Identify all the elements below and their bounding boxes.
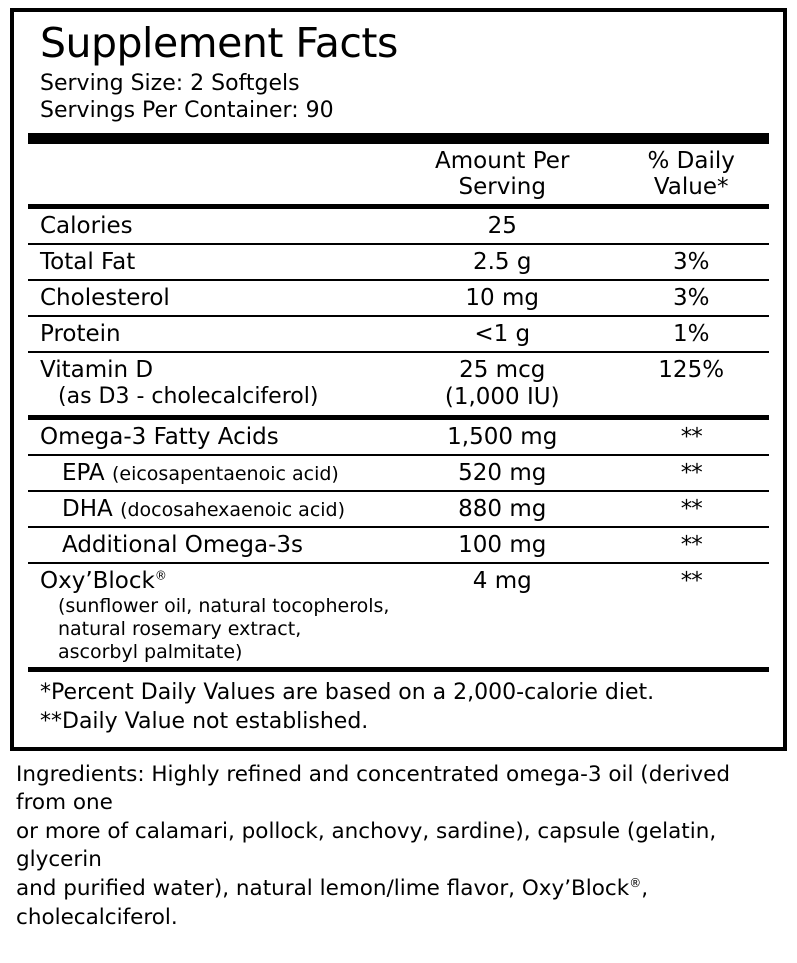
row-name-oxyblock-sub2: ascorbyl palmitate) [58, 640, 243, 663]
table-row [28, 280, 769, 316]
row-amount-vitamin-d [391, 352, 613, 418]
row-name-epa [28, 455, 391, 491]
ingredients-line-2: or more of calamari, pollock, anchovy, sardine), capsule (gelatin, glycerin [16, 818, 717, 873]
row-name-dha-note: (docosahexaenoic acid) [120, 498, 346, 521]
table-row [28, 527, 769, 563]
registered-trademark-icon: ® [154, 568, 167, 583]
ingredients-line-1: Ingredients: Highly refined and concentrated omega-3 oil (derived from one [16, 761, 730, 816]
row-amount-epa: 520 mg [391, 455, 613, 491]
row-name-dha [28, 491, 391, 527]
row-amount-oxyblock: 4 mg [391, 563, 613, 668]
row-amount-protein: <1 g [391, 316, 613, 352]
footnote-daily-values: *Percent Daily Values are based on a 2,000-calorie diet. [40, 680, 655, 706]
row-name-vitamin-d-sub: (as D3 - cholecalciferol) [58, 383, 319, 409]
ingredients-block [16, 761, 783, 933]
row-dv-protein: 1% [613, 316, 769, 352]
row-dv-epa: ** [613, 455, 769, 491]
row-dv-additional-omega3s: ** [613, 527, 769, 563]
table-row [28, 417, 769, 455]
divider-above-footnotes [28, 667, 769, 672]
page-title: Supplement Facts [40, 19, 398, 67]
row-name-protein: Protein [28, 316, 391, 352]
row-name-vitamin-d [28, 352, 391, 418]
row-dv-oxyblock: ** [613, 563, 769, 668]
row-amount-calories: 25 [487, 212, 517, 239]
ingredients-line-3 [16, 875, 783, 932]
table-row [28, 563, 769, 668]
row-dv-dha: ** [613, 491, 769, 527]
header-amount-per-serving: Amount Per Serving [435, 147, 570, 200]
ingredients-line-3-b: , cholecalciferol. [16, 876, 649, 930]
row-name-dha-main: DHA [62, 495, 113, 522]
registered-trademark-icon: ® [629, 875, 642, 890]
row-name-oxyblock-sub: (sunflower oil, natural tocopherols, natural rosemary extract, [58, 595, 390, 640]
row-amount-dha: 880 mg [391, 491, 613, 527]
serving-size-text: Serving Size: 2 Softgels [40, 71, 300, 97]
row-name-cholesterol: Cholesterol [28, 280, 391, 316]
row-name-total-fat: Total Fat [28, 244, 391, 280]
row-amount-vitamin-d-main: 25 mcg [459, 356, 546, 383]
row-name-vitamin-d-main: Vitamin D [40, 356, 154, 383]
row-name-calories: Calories [40, 212, 133, 239]
table-row [28, 244, 769, 280]
row-amount-additional-omega3s: 100 mg [391, 527, 613, 563]
table-header-row [28, 144, 769, 204]
row-name-omega3: Omega-3 Fatty Acids [28, 417, 391, 455]
row-name-oxyblock [28, 563, 391, 668]
divider-thick-top [28, 133, 769, 144]
facts-rows-table [28, 209, 769, 668]
table-row [28, 316, 769, 352]
row-dv-cholesterol: 3% [613, 280, 769, 316]
row-dv-vitamin-d: 125% [613, 352, 769, 418]
ingredients-line-3-a: and purified water), natural lemon/lime flavor, Oxy’Block [16, 876, 630, 902]
header-daily-value: % Daily Value* [647, 147, 735, 200]
row-amount-total-fat: 2.5 g [391, 244, 613, 280]
row-dv-calories [613, 209, 769, 244]
row-name-oxyblock-main: Oxy’Block [40, 567, 155, 594]
row-name-epa-main: EPA [62, 459, 105, 486]
supplement-facts-panel [10, 8, 787, 751]
table-row [28, 455, 769, 491]
row-amount-omega3: 1,500 mg [391, 417, 613, 455]
servings-per-container-text: Servings Per Container: 90 [40, 97, 334, 123]
facts-table [28, 144, 769, 204]
row-amount-vitamin-d-sub: (1,000 IU) [444, 383, 560, 410]
row-name-epa-note: (eicosapentaenoic acid) [111, 462, 339, 485]
row-dv-omega3: ** [613, 417, 769, 455]
table-row [28, 352, 769, 418]
row-dv-total-fat: 3% [613, 244, 769, 280]
row-amount-cholesterol: 10 mg [391, 280, 613, 316]
header-blank [28, 144, 391, 204]
table-row [28, 491, 769, 527]
footnote-not-established: **Daily Value not established. [40, 709, 369, 735]
table-row [28, 209, 769, 244]
row-name-additional-omega3s: Additional Omega-3s [28, 527, 391, 563]
